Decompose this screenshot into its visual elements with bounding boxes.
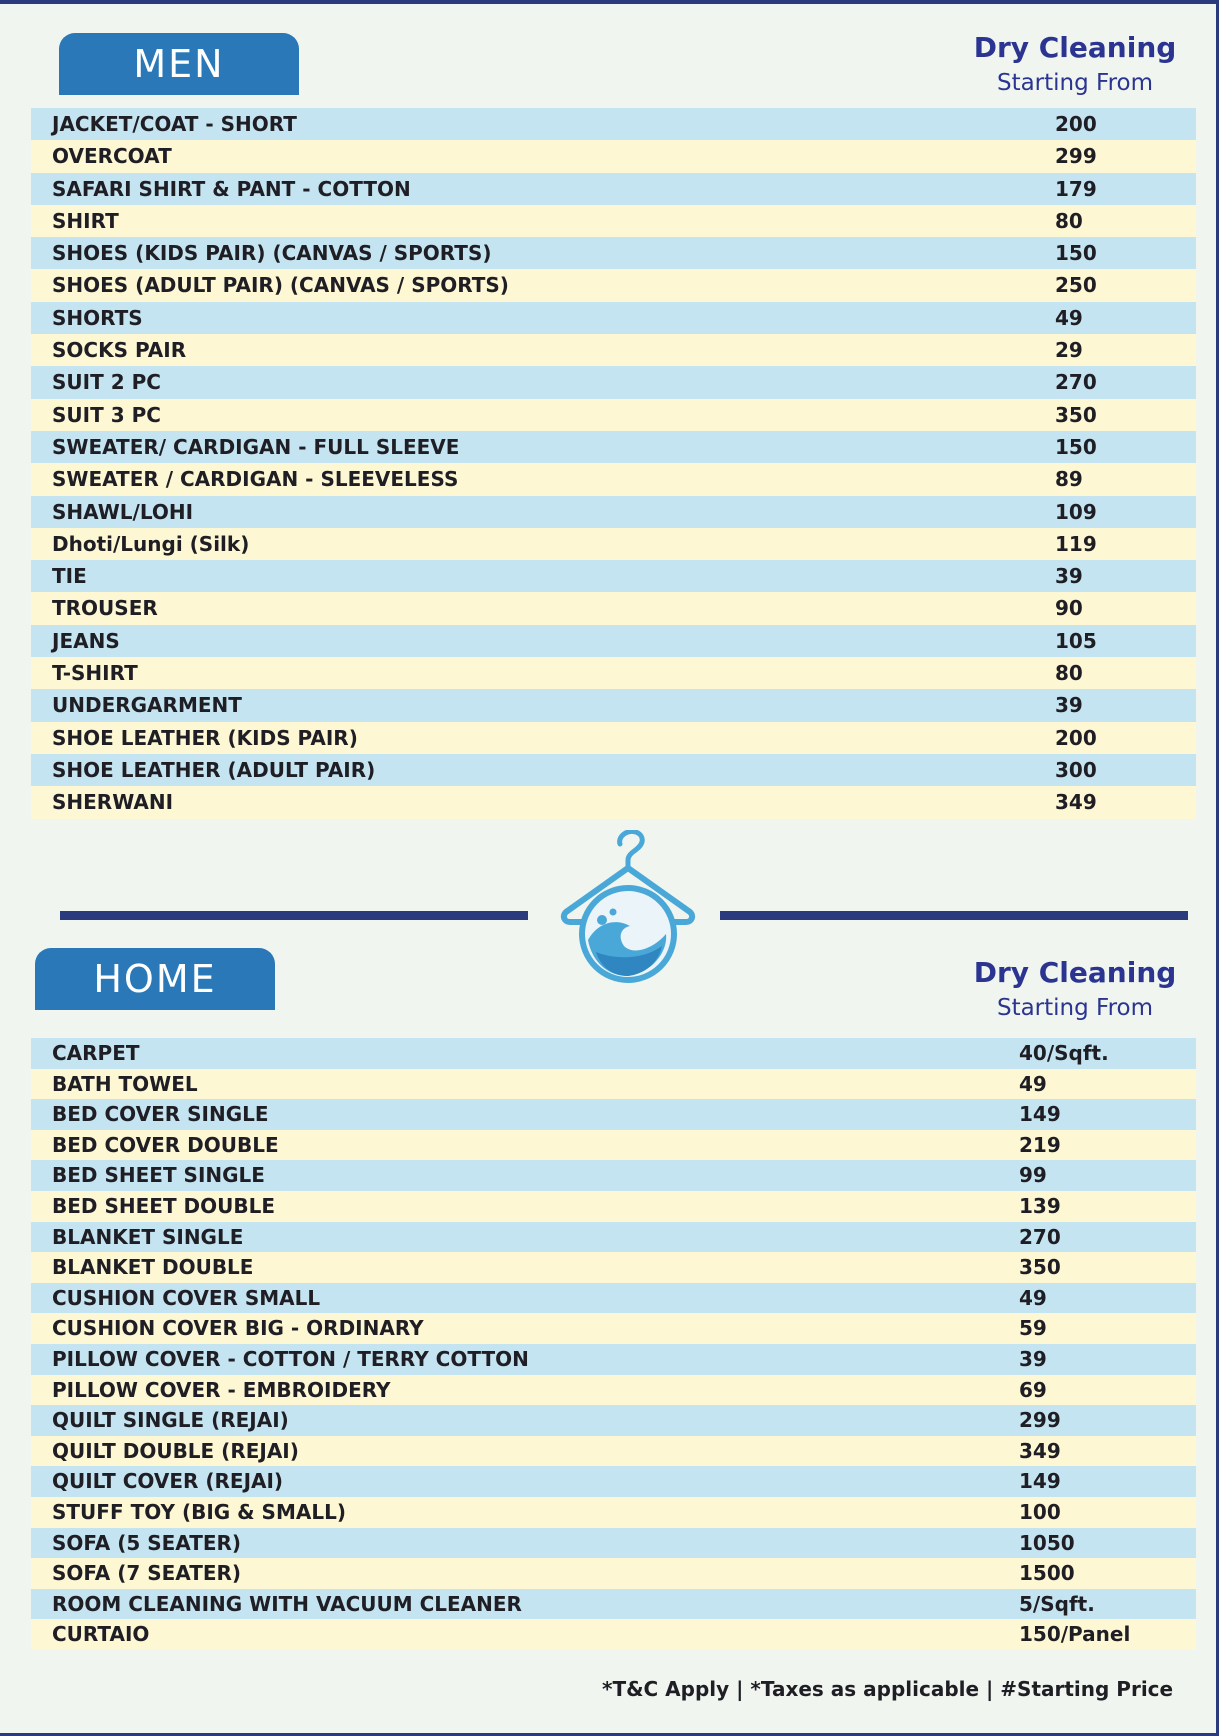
home-price-row: [31, 1222, 1196, 1253]
item-price: 1050: [1019, 1530, 1075, 1555]
item-price: 99: [1019, 1163, 1047, 1188]
item-name: Dhoti/Lungi (Silk): [52, 531, 250, 556]
item-name: BLANKET SINGLE: [52, 1224, 244, 1249]
home-price-row: [31, 1283, 1196, 1314]
item-name: SOFA (5 SEATER): [52, 1530, 242, 1555]
home-price-row: [31, 1589, 1196, 1620]
item-name: SHORTS: [52, 305, 143, 330]
item-price: 150/Panel: [1019, 1622, 1131, 1647]
item-name: SOFA (7 SEATER): [52, 1561, 242, 1586]
item-name: QUILT COVER (REJAI): [52, 1469, 284, 1494]
item-price: 299: [1019, 1408, 1061, 1433]
men-price-row: [31, 205, 1196, 237]
item-name: BLANKET DOUBLE: [52, 1255, 254, 1280]
item-name: BATH TOWEL: [52, 1071, 198, 1096]
men-price-row: [31, 528, 1196, 560]
divider-left: [60, 911, 528, 920]
men-column-heading: [960, 30, 1190, 100]
men-price-row: [31, 657, 1196, 689]
item-price: 270: [1055, 370, 1097, 395]
home-price-row: [31, 1619, 1196, 1650]
men-col-head-line1: Dry Cleaning: [973, 31, 1177, 64]
men-price-row: [31, 399, 1196, 431]
item-price: 250: [1055, 273, 1097, 298]
men-price-row: [31, 625, 1196, 657]
item-name: BED COVER DOUBLE: [52, 1132, 279, 1157]
home-price-row: [31, 1160, 1196, 1191]
men-price-row: [31, 366, 1196, 398]
men-price-row: [31, 786, 1196, 818]
item-name: TIE: [52, 564, 87, 589]
item-price: 349: [1019, 1438, 1061, 1463]
men-price-row: [31, 173, 1196, 205]
men-price-row: [31, 334, 1196, 366]
item-price: 5/Sqft.: [1019, 1591, 1095, 1616]
item-price: 270: [1019, 1224, 1061, 1249]
men-price-row: [31, 302, 1196, 334]
item-name: SAFARI SHIRT & PANT - COTTON: [52, 176, 411, 201]
item-price: 49: [1055, 305, 1083, 330]
item-name: SUIT 3 PC: [52, 402, 161, 427]
men-price-row: [31, 269, 1196, 301]
home-price-row: [31, 1344, 1196, 1375]
item-price: 59: [1019, 1316, 1047, 1341]
item-price: 1500: [1019, 1561, 1075, 1586]
men-price-row: [31, 689, 1196, 721]
item-price: 40/Sqft.: [1019, 1041, 1109, 1065]
item-price: 200: [1055, 725, 1097, 750]
item-price: 350: [1019, 1255, 1061, 1280]
hanger-wave-icon: [558, 830, 698, 990]
item-name: PILLOW COVER - COTTON / TERRY COTTON: [52, 1346, 529, 1371]
men-price-row: [31, 592, 1196, 624]
item-price: 139: [1019, 1193, 1061, 1218]
item-price: 299: [1055, 144, 1097, 169]
men-section-tab: [59, 33, 299, 95]
item-price: 105: [1055, 628, 1097, 653]
divider-right: [720, 911, 1188, 920]
item-price: 179: [1055, 176, 1097, 201]
home-price-row: [31, 1436, 1196, 1467]
men-price-row: [31, 431, 1196, 463]
item-price: 219: [1019, 1132, 1061, 1157]
item-price: 349: [1055, 790, 1097, 815]
item-price: 300: [1055, 757, 1097, 782]
home-column-heading: [960, 955, 1190, 1025]
item-name: BED SHEET DOUBLE: [52, 1193, 276, 1218]
home-price-row: [31, 1099, 1196, 1130]
home-tab-label: HOME: [93, 957, 217, 1001]
item-name: SHERWANI: [52, 790, 174, 815]
item-price: 109: [1055, 499, 1097, 524]
item-price: 29: [1055, 338, 1083, 363]
item-price: 150: [1055, 241, 1097, 266]
item-price: 149: [1019, 1102, 1061, 1127]
men-tab-label: MEN: [133, 42, 225, 86]
item-price: 90: [1055, 596, 1083, 621]
home-price-row: [31, 1466, 1196, 1497]
home-price-row: [31, 1069, 1196, 1100]
men-price-row: [31, 754, 1196, 786]
item-price: 149: [1019, 1469, 1061, 1494]
home-price-row: [31, 1313, 1196, 1344]
top-border: [0, 0, 1219, 4]
men-price-row: [31, 722, 1196, 754]
men-price-table: [31, 108, 1196, 819]
men-price-row: [31, 108, 1196, 140]
home-col-head-line1: Dry Cleaning: [973, 956, 1177, 989]
men-price-row: [31, 140, 1196, 172]
home-section-tab: [35, 948, 275, 1010]
item-price: 39: [1019, 1346, 1047, 1371]
item-price: 49: [1019, 1285, 1047, 1310]
home-price-row: [31, 1191, 1196, 1222]
home-price-row: [31, 1375, 1196, 1406]
home-price-row: [31, 1252, 1196, 1283]
men-price-row: [31, 560, 1196, 592]
item-name: SUIT 2 PC: [52, 370, 161, 395]
item-name: SHAWL/LOHI: [52, 499, 194, 524]
item-name: UNDERGARMENT: [52, 693, 242, 718]
item-price: 100: [1019, 1499, 1061, 1524]
item-name: TROUSER: [52, 596, 158, 621]
footer-note: *T&C Apply | *Taxes as applicable | #Starting Price: [602, 1677, 1174, 1701]
item-price: 39: [1055, 693, 1083, 718]
men-price-row: [31, 237, 1196, 269]
item-name: SHOE LEATHER (ADULT PAIR): [52, 757, 376, 782]
item-name: PILLOW COVER - EMBROIDERY: [52, 1377, 391, 1402]
home-price-row: [31, 1558, 1196, 1589]
men-price-row: [31, 463, 1196, 495]
item-name: JEANS: [52, 628, 120, 653]
item-price: 200: [1055, 112, 1097, 136]
item-name: OVERCOAT: [52, 144, 172, 169]
men-price-row: [31, 496, 1196, 528]
home-price-row: [31, 1497, 1196, 1528]
item-name: SOCKS PAIR: [52, 338, 187, 363]
home-price-row: [31, 1528, 1196, 1559]
item-price: 89: [1055, 467, 1083, 492]
item-name: SWEATER/ CARDIGAN - FULL SLEEVE: [52, 434, 460, 459]
item-name: STUFF TOY (BIG & SMALL): [52, 1499, 346, 1524]
item-name: T-SHIRT: [52, 661, 138, 686]
item-price: 49: [1019, 1071, 1047, 1096]
item-name: SWEATER / CARDIGAN - SLEEVELESS: [52, 467, 459, 492]
item-price: 150: [1055, 434, 1097, 459]
home-price-row: [31, 1130, 1196, 1161]
home-price-row: [31, 1405, 1196, 1436]
item-name: SHIRT: [52, 208, 119, 233]
item-name: ROOM CLEANING WITH VACUUM CLEANER: [52, 1591, 522, 1616]
item-name: BED COVER SINGLE: [52, 1102, 269, 1127]
item-price: 39: [1055, 564, 1083, 589]
men-col-head-line2: Starting From: [996, 70, 1154, 96]
item-name: SHOES (ADULT PAIR) (CANVAS / SPORTS): [52, 273, 509, 298]
item-name: SHOE LEATHER (KIDS PAIR): [52, 725, 358, 750]
item-name: CUSHION COVER SMALL: [52, 1285, 321, 1310]
item-name: QUILT SINGLE (REJAI): [52, 1408, 289, 1433]
item-name: CARPET: [52, 1041, 140, 1065]
item-price: 80: [1055, 208, 1083, 233]
home-price-row: [31, 1038, 1196, 1069]
item-price: 69: [1019, 1377, 1047, 1402]
home-col-head-line2: Starting From: [996, 995, 1154, 1021]
item-price: 350: [1055, 402, 1097, 427]
item-name: BED SHEET SINGLE: [52, 1163, 265, 1188]
item-name: SHOES (KIDS PAIR) (CANVAS / SPORTS): [52, 241, 492, 266]
item-name: CUSHION COVER BIG - ORDINARY: [52, 1316, 424, 1341]
home-price-table: [31, 1038, 1196, 1650]
item-price: 80: [1055, 661, 1083, 686]
item-name: QUILT DOUBLE (REJAI): [52, 1438, 299, 1463]
item-price: 119: [1055, 531, 1097, 556]
item-name: CURTAIO: [52, 1622, 150, 1647]
item-name: JACKET/COAT - SHORT: [52, 112, 297, 136]
